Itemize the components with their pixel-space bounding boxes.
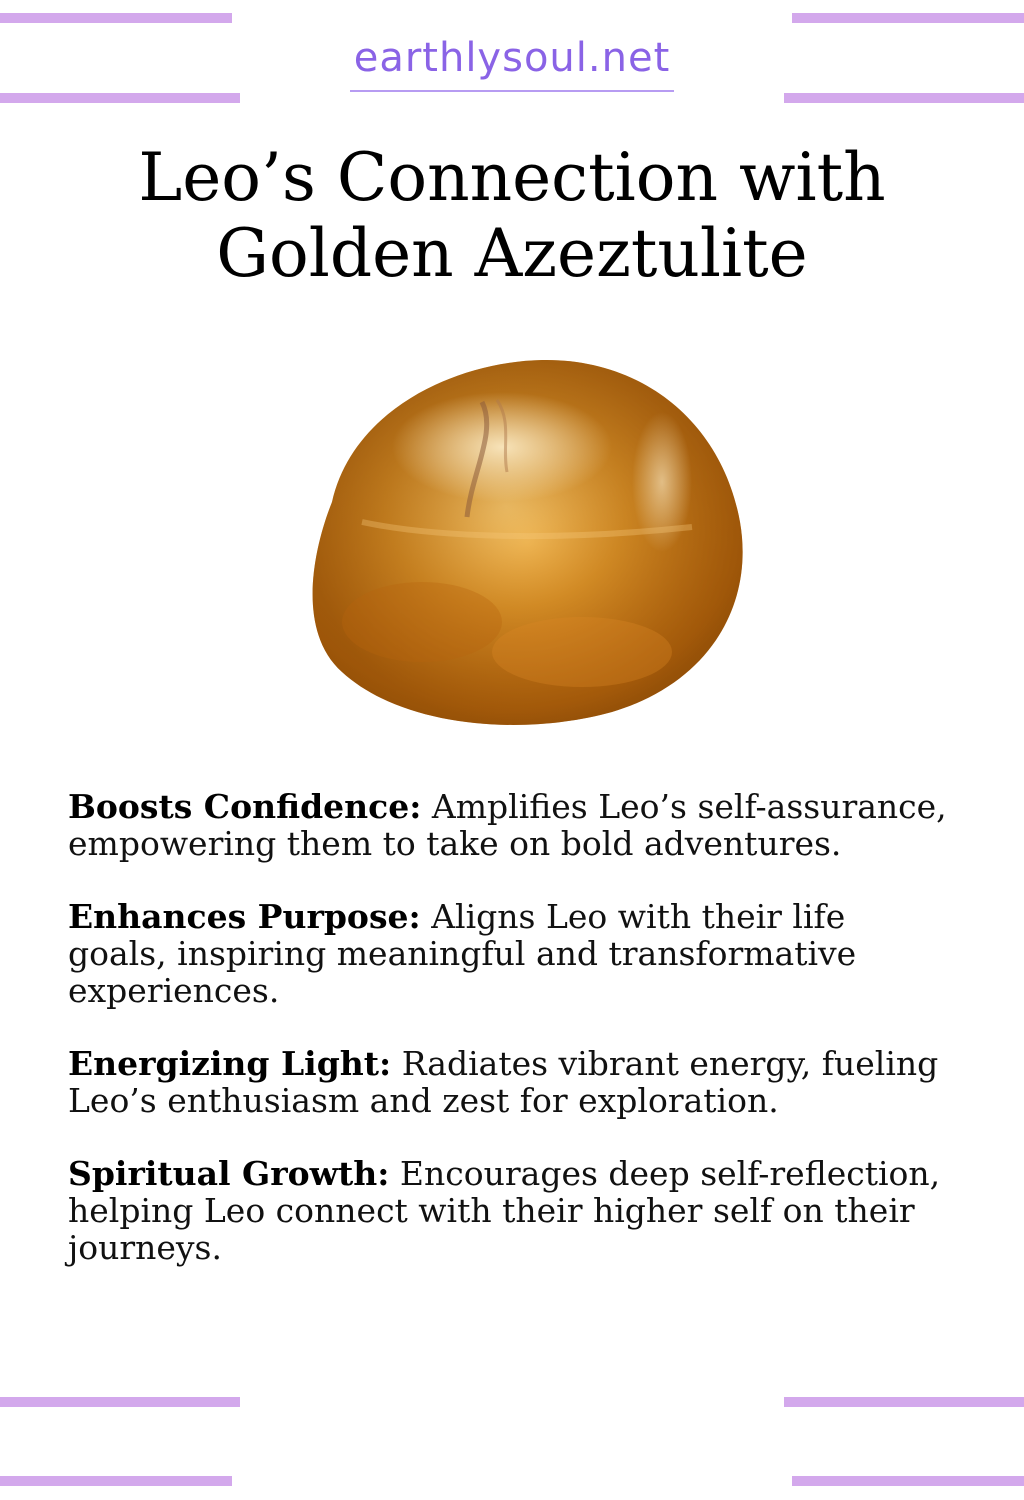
logo-wordmark	[350, 28, 675, 92]
benefit-boosts-confidence	[68, 788, 948, 862]
title-line-2: Golden Azeztulite	[216, 215, 808, 292]
stone-icon	[272, 352, 752, 732]
benefit-text: Amplifies Leo’s self-assurance, empowering them to take on bold adventures.	[68, 787, 947, 863]
benefit-label: Energizing Light:	[68, 1044, 392, 1083]
decorative-bar-top-right-1	[792, 13, 1024, 23]
title-line-1: Leo’s Connection with	[138, 139, 886, 216]
benefit-label: Enhances Purpose:	[68, 897, 421, 936]
decorative-bar-top-right-2	[784, 93, 1024, 103]
benefit-text: Aligns Leo with their life goals, inspiring meaningful and transformative experiences.	[68, 897, 857, 1010]
decorative-bar-bottom-right-1	[784, 1397, 1024, 1407]
site-logo[interactable]	[0, 28, 1024, 92]
benefit-enhances-purpose	[68, 898, 948, 1009]
benefit-energizing-light	[68, 1045, 948, 1119]
benefit-label: Spiritual Growth:	[68, 1154, 390, 1193]
decorative-bar-bottom-right-2	[792, 1476, 1024, 1486]
logo-text-part: u	[549, 35, 576, 81]
decorative-bar-top-left-2	[0, 93, 240, 103]
benefit-text: Radiates vibrant energy, fueling Leo’s enthusiasm and zest for exploration.	[68, 1044, 939, 1120]
decorative-bar-bottom-left-2	[0, 1476, 232, 1486]
logo-text-part: t	[653, 35, 671, 81]
decorative-bar-top-left-1	[0, 13, 232, 23]
logo-text-part: earthlyso	[353, 35, 550, 81]
logo-text-part: .ne	[587, 35, 654, 81]
logo-text-part: l	[575, 35, 588, 81]
benefit-text: Encourages deep self-reflection, helping Leo connect with their higher self on their journeys.	[68, 1154, 941, 1267]
benefit-label: Boosts Confidence:	[68, 787, 422, 826]
benefits-list	[68, 788, 948, 1302]
decorative-bar-bottom-left-1	[0, 1397, 240, 1407]
golden-azeztulite-stone-image	[272, 352, 752, 732]
page-title	[0, 140, 1024, 292]
benefit-spiritual-growth	[68, 1155, 948, 1266]
